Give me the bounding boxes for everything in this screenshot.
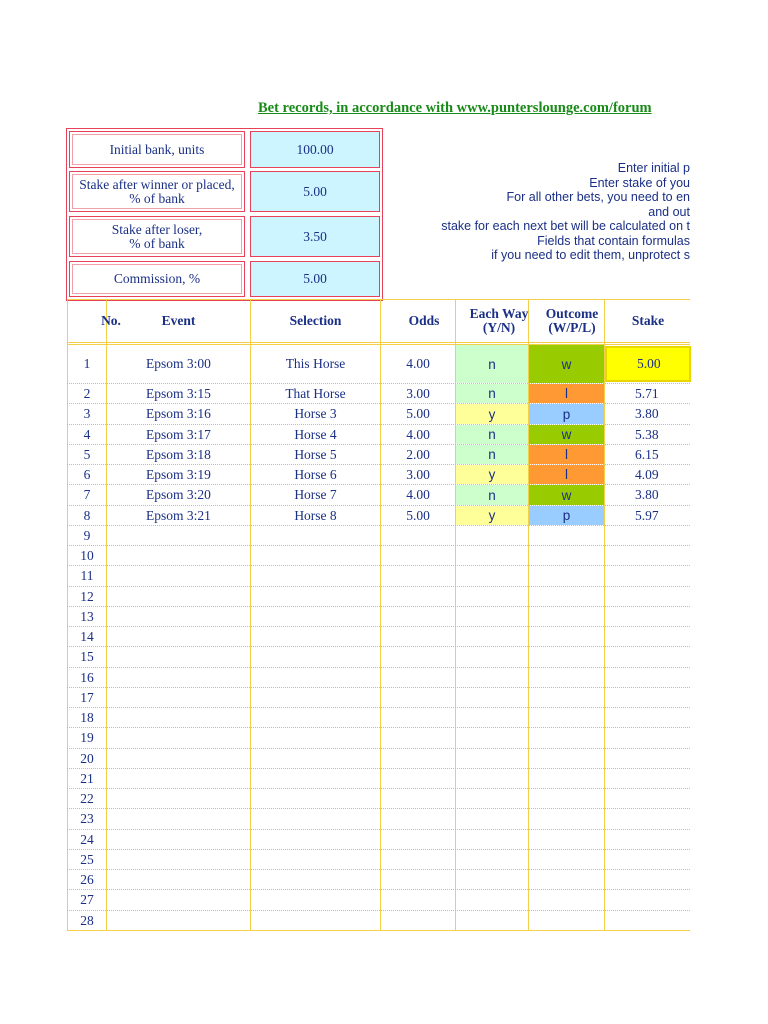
row-number: 1	[83, 356, 91, 371]
row-number: 28	[80, 912, 94, 928]
outcome-cell[interactable]: p	[529, 506, 604, 525]
column-header-odds: Odds	[408, 313, 440, 328]
settings-value-2[interactable]: 5.00	[250, 171, 380, 212]
row-number: 26	[80, 871, 94, 887]
each-way-cell[interactable]: n	[456, 485, 528, 505]
column-header-outcome	[529, 300, 615, 342]
grid-row-line	[67, 930, 690, 931]
row-number: 3	[83, 406, 91, 421]
event-cell[interactable]: Epsom 3:20	[146, 487, 211, 502]
row-number: 24	[80, 831, 94, 847]
stake-cell[interactable]: 5.00	[605, 346, 691, 382]
settings-value-3[interactable]: 3.50	[250, 216, 380, 257]
instruction-line: stake for each next bet will be calculated on t	[441, 219, 690, 233]
grid-row-line	[67, 808, 690, 809]
instruction-line: Enter initial p	[617, 161, 690, 175]
outcome-cell[interactable]: p	[529, 404, 604, 424]
settings-label-line: % of bank	[129, 235, 185, 251]
event-cell[interactable]: Epsom 3:18	[146, 446, 211, 462]
stake-cell[interactable]: 6.15	[635, 446, 659, 462]
row-number: 10	[80, 547, 94, 563]
outcome-cell[interactable]: w	[529, 425, 604, 444]
settings-label-line: Commission, %	[113, 271, 201, 286]
grid-row-line	[67, 525, 690, 526]
selection-cell[interactable]: Horse 6	[294, 466, 337, 482]
column-header-event: Event	[161, 313, 196, 328]
settings-value-1[interactable]: 100.00	[250, 131, 380, 168]
selection-cell[interactable]: Horse 3	[294, 406, 337, 421]
selection-cell[interactable]: Horse 5	[294, 446, 337, 462]
row-number: 7	[83, 487, 91, 502]
row-number: 14	[80, 628, 94, 644]
each-way-cell[interactable]: n	[456, 345, 528, 383]
instruction-line: Enter stake of you	[589, 175, 690, 190]
instruction-line: and out	[648, 204, 690, 219]
grid-row-line	[67, 687, 690, 688]
row-number: 5	[83, 446, 91, 462]
stake-cell[interactable]: 5.38	[635, 426, 659, 442]
grid-row-line	[67, 545, 690, 546]
selection-cell[interactable]: That Horse	[285, 385, 346, 401]
stake-cell[interactable]: 5.71	[635, 385, 659, 401]
row-number: 15	[80, 649, 94, 664]
settings-value-4[interactable]: 5.00	[250, 261, 380, 297]
row-number: 6	[83, 466, 91, 482]
grid-row-line	[67, 586, 690, 587]
row-number: 4	[83, 426, 91, 442]
column-header-stake: Stake	[631, 313, 665, 328]
odds-cell[interactable]: 4.00	[406, 487, 430, 502]
outcome-cell[interactable]: l	[529, 465, 604, 484]
grid-row-line	[67, 869, 690, 870]
each-way-cell[interactable]: n	[456, 384, 528, 403]
event-cell[interactable]: Epsom 3:21	[146, 507, 211, 523]
row-number: 18	[80, 709, 94, 725]
settings-label-line: % of bank	[129, 190, 185, 206]
selection-cell[interactable]: Horse 4	[294, 426, 337, 442]
grid-row-line	[67, 788, 690, 789]
stake-cell[interactable]: 5.97	[635, 507, 659, 523]
grid-row-line	[67, 829, 690, 830]
row-number: 20	[80, 750, 94, 766]
odds-cell[interactable]: 3.00	[406, 466, 430, 482]
stake-cell[interactable]: 3.80	[635, 406, 659, 421]
settings-label-1	[69, 131, 245, 168]
selection-cell[interactable]: This Horse	[285, 356, 346, 371]
grid-row-line	[67, 849, 690, 850]
column-header-selection: Selection	[289, 313, 342, 328]
stake-cell[interactable]: 3.80	[635, 487, 659, 502]
odds-cell[interactable]: 2.00	[406, 446, 430, 462]
grid-row-line	[67, 910, 690, 911]
settings-label-line: Initial bank, units	[109, 141, 205, 157]
selection-cell[interactable]: Horse 7	[294, 487, 337, 502]
outcome-cell[interactable]: w	[529, 485, 604, 505]
row-number: 12	[80, 588, 94, 604]
grid-row-line	[67, 626, 690, 627]
each-way-cell[interactable]: n	[456, 425, 528, 444]
event-cell[interactable]: Epsom 3:17	[146, 426, 211, 442]
settings-label-line: Stake after loser,	[111, 221, 203, 237]
event-cell[interactable]: Epsom 3:15	[146, 385, 211, 401]
grid-row-line	[67, 565, 690, 566]
grid-header-bottom-line	[67, 342, 690, 343]
outcome-cell[interactable]: l	[529, 445, 604, 464]
row-number: 13	[80, 608, 94, 624]
grid-row-line	[67, 727, 690, 728]
each-way-cell[interactable]: y	[456, 506, 528, 525]
settings-label-3	[69, 216, 245, 257]
grid-row-line	[67, 667, 690, 668]
grid-row-line	[67, 646, 690, 647]
row-number: 2	[83, 385, 91, 401]
column-header-line: Outcome	[545, 306, 599, 321]
instruction-line: For all other bets, you need to en	[506, 190, 690, 204]
each-way-cell[interactable]: y	[456, 465, 528, 484]
outcome-cell[interactable]: w	[529, 345, 604, 383]
selection-cell[interactable]: Horse 8	[294, 507, 337, 523]
row-number: 22	[80, 790, 94, 806]
odds-cell[interactable]: 5.00	[406, 507, 430, 523]
instructions-text	[390, 161, 690, 263]
row-number: 25	[80, 851, 94, 867]
event-cell[interactable]: Epsom 3:19	[146, 466, 211, 482]
row-number: 21	[80, 770, 94, 786]
grid-row-line	[67, 889, 690, 890]
column-header-line: (W/P/L)	[548, 320, 596, 335]
row-number: 19	[80, 730, 94, 745]
sheet-title[interactable]: Bet records, in accordance with www.punterslounge.com/forum	[258, 100, 652, 116]
row-number: 23	[80, 811, 94, 826]
odds-cell[interactable]: 3.00	[406, 385, 430, 401]
row-number: 16	[80, 669, 94, 685]
column-header-line: Each Way	[469, 306, 529, 321]
grid-row-line	[67, 606, 690, 607]
event-cell[interactable]: Epsom 3:00	[146, 356, 211, 371]
instruction-line: Fields that contain formulas	[537, 233, 690, 248]
each-way-cell[interactable]: n	[456, 445, 528, 464]
settings-label-4	[69, 261, 245, 297]
odds-cell[interactable]: 4.00	[406, 356, 430, 371]
settings-label-line: Stake after winner or placed,	[79, 176, 235, 192]
row-number: 8	[83, 507, 91, 523]
row-number: 9	[83, 527, 91, 543]
stake-cell[interactable]: 4.09	[635, 466, 659, 482]
event-cell[interactable]: Epsom 3:16	[146, 406, 211, 421]
each-way-cell[interactable]: y	[456, 404, 528, 424]
settings-label-2	[69, 171, 245, 212]
grid-row-line	[67, 748, 690, 749]
row-number: 27	[80, 892, 94, 907]
grid-row-line	[67, 707, 690, 708]
instruction-line: if you need to edit them, unprotect s	[491, 248, 690, 262]
row-number: 11	[80, 568, 94, 583]
odds-cell[interactable]: 5.00	[406, 406, 430, 421]
odds-cell[interactable]: 4.00	[406, 426, 430, 442]
column-header-no: No.	[101, 313, 121, 328]
column-header-line: (Y/N)	[482, 320, 516, 335]
row-number: 17	[80, 689, 94, 705]
grid-row-line	[67, 768, 690, 769]
outcome-cell[interactable]: l	[529, 384, 604, 403]
